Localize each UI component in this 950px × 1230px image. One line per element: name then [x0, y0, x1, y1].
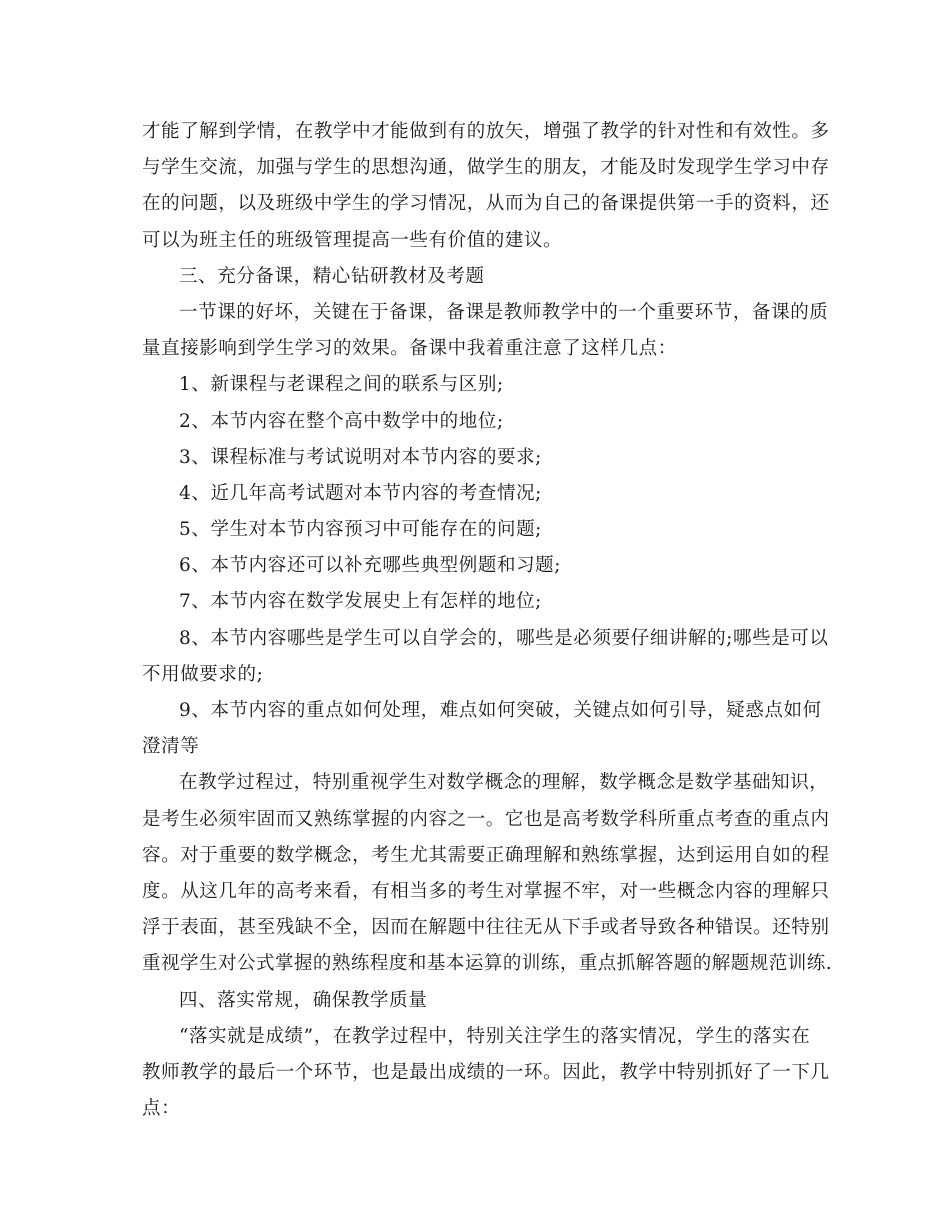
text-line: 点：: [142, 1098, 181, 1120]
text-line: 在教学过程过，特别重视学生对数学概念的理解，数学概念是数学基础知识，: [179, 772, 829, 794]
text-line: 才能了解到学情，在教学中才能做到有的放矢，增强了教学的针对性和有效性。多: [142, 121, 830, 142]
text-line: 在的问题，以及班级中学生的学习情况，从而为自己的备课提供第一手的资料，还: [142, 193, 830, 215]
text-line: 可以为班主任的班级管理提高一些有价值的建议。: [142, 229, 563, 251]
document-body: [142, 114, 833, 1127]
text-line: 容。对于重要的数学概念，考生尤其需要正确理解和熟练掌握，达到运用自如的程: [142, 844, 830, 866]
text-line: 一节课的好坏，关键在于备课，备课是教师教学中的一个重要环节，备课的质: [179, 301, 829, 323]
text-line: 8、本节内容哪些是学生可以自学会的，哪些是必须要仔细讲解的;哪些是可以: [179, 627, 829, 649]
text-line: 浮于表面，甚至残缺不全，因而在解题中往往无从下手或者导致各种错误。还特别: [142, 917, 830, 939]
text-line: 2、本节内容在整个高中数学中的地位;: [179, 410, 504, 432]
text-line: “落实就是成绩”，在教学过程中，特别关注学生的落实情况，学生的落实在: [179, 1025, 811, 1047]
text-line: 1、新课程与老课程之间的联系与区别;: [179, 374, 504, 396]
text-line: 与学生交流，加强与学生的思想沟通，做学生的朋友，才能及时发现学生学习中存: [142, 157, 830, 179]
text-line: 9、本节内容的重点如何处理，难点如何突破，关键点如何引导，疑惑点如何: [179, 700, 822, 721]
text-line: 4、近几年高考试题对本节内容的考查情况;: [179, 482, 543, 504]
text-line: 7、本节内容在数学发展史上有怎样的地位;: [179, 591, 543, 613]
text-line: 四、落实常规，确保教学质量: [179, 989, 428, 1011]
text-line: 度。从这几年的高考来看，有相当多的考生对掌握不牢，对一些概念内容的理解只: [142, 880, 830, 902]
text-line: 不用做要求的;: [142, 663, 264, 685]
text-line: 6、本节内容还可以补充哪些典型例题和习题;: [179, 555, 562, 577]
text-line: 量直接影响到学生学习的效果。备课中我着重注意了这样几点：: [142, 338, 677, 360]
text-line: 5、学生对本节内容预习中可能存在的问题;: [179, 519, 543, 541]
text-line: 重视学生对公式掌握的熟练程度和基本运算的训练，重点抓解答题的解题规范训练.: [142, 953, 833, 975]
text-line: 三、充分备课，精心钻研教材及考题: [179, 265, 485, 287]
text-line: 是考生必须牢固而又熟练掌握的内容之一。它也是高考数学科所重点考查的重点内: [142, 808, 830, 830]
text-line: 教师教学的最后一个环节，也是最出成绩的一环。因此，教学中特别抓好了一下几: [142, 1061, 830, 1083]
text-line: 澄清等: [142, 736, 200, 758]
text-line: 3、课程标准与考试说明对本节内容的要求;: [179, 446, 543, 468]
